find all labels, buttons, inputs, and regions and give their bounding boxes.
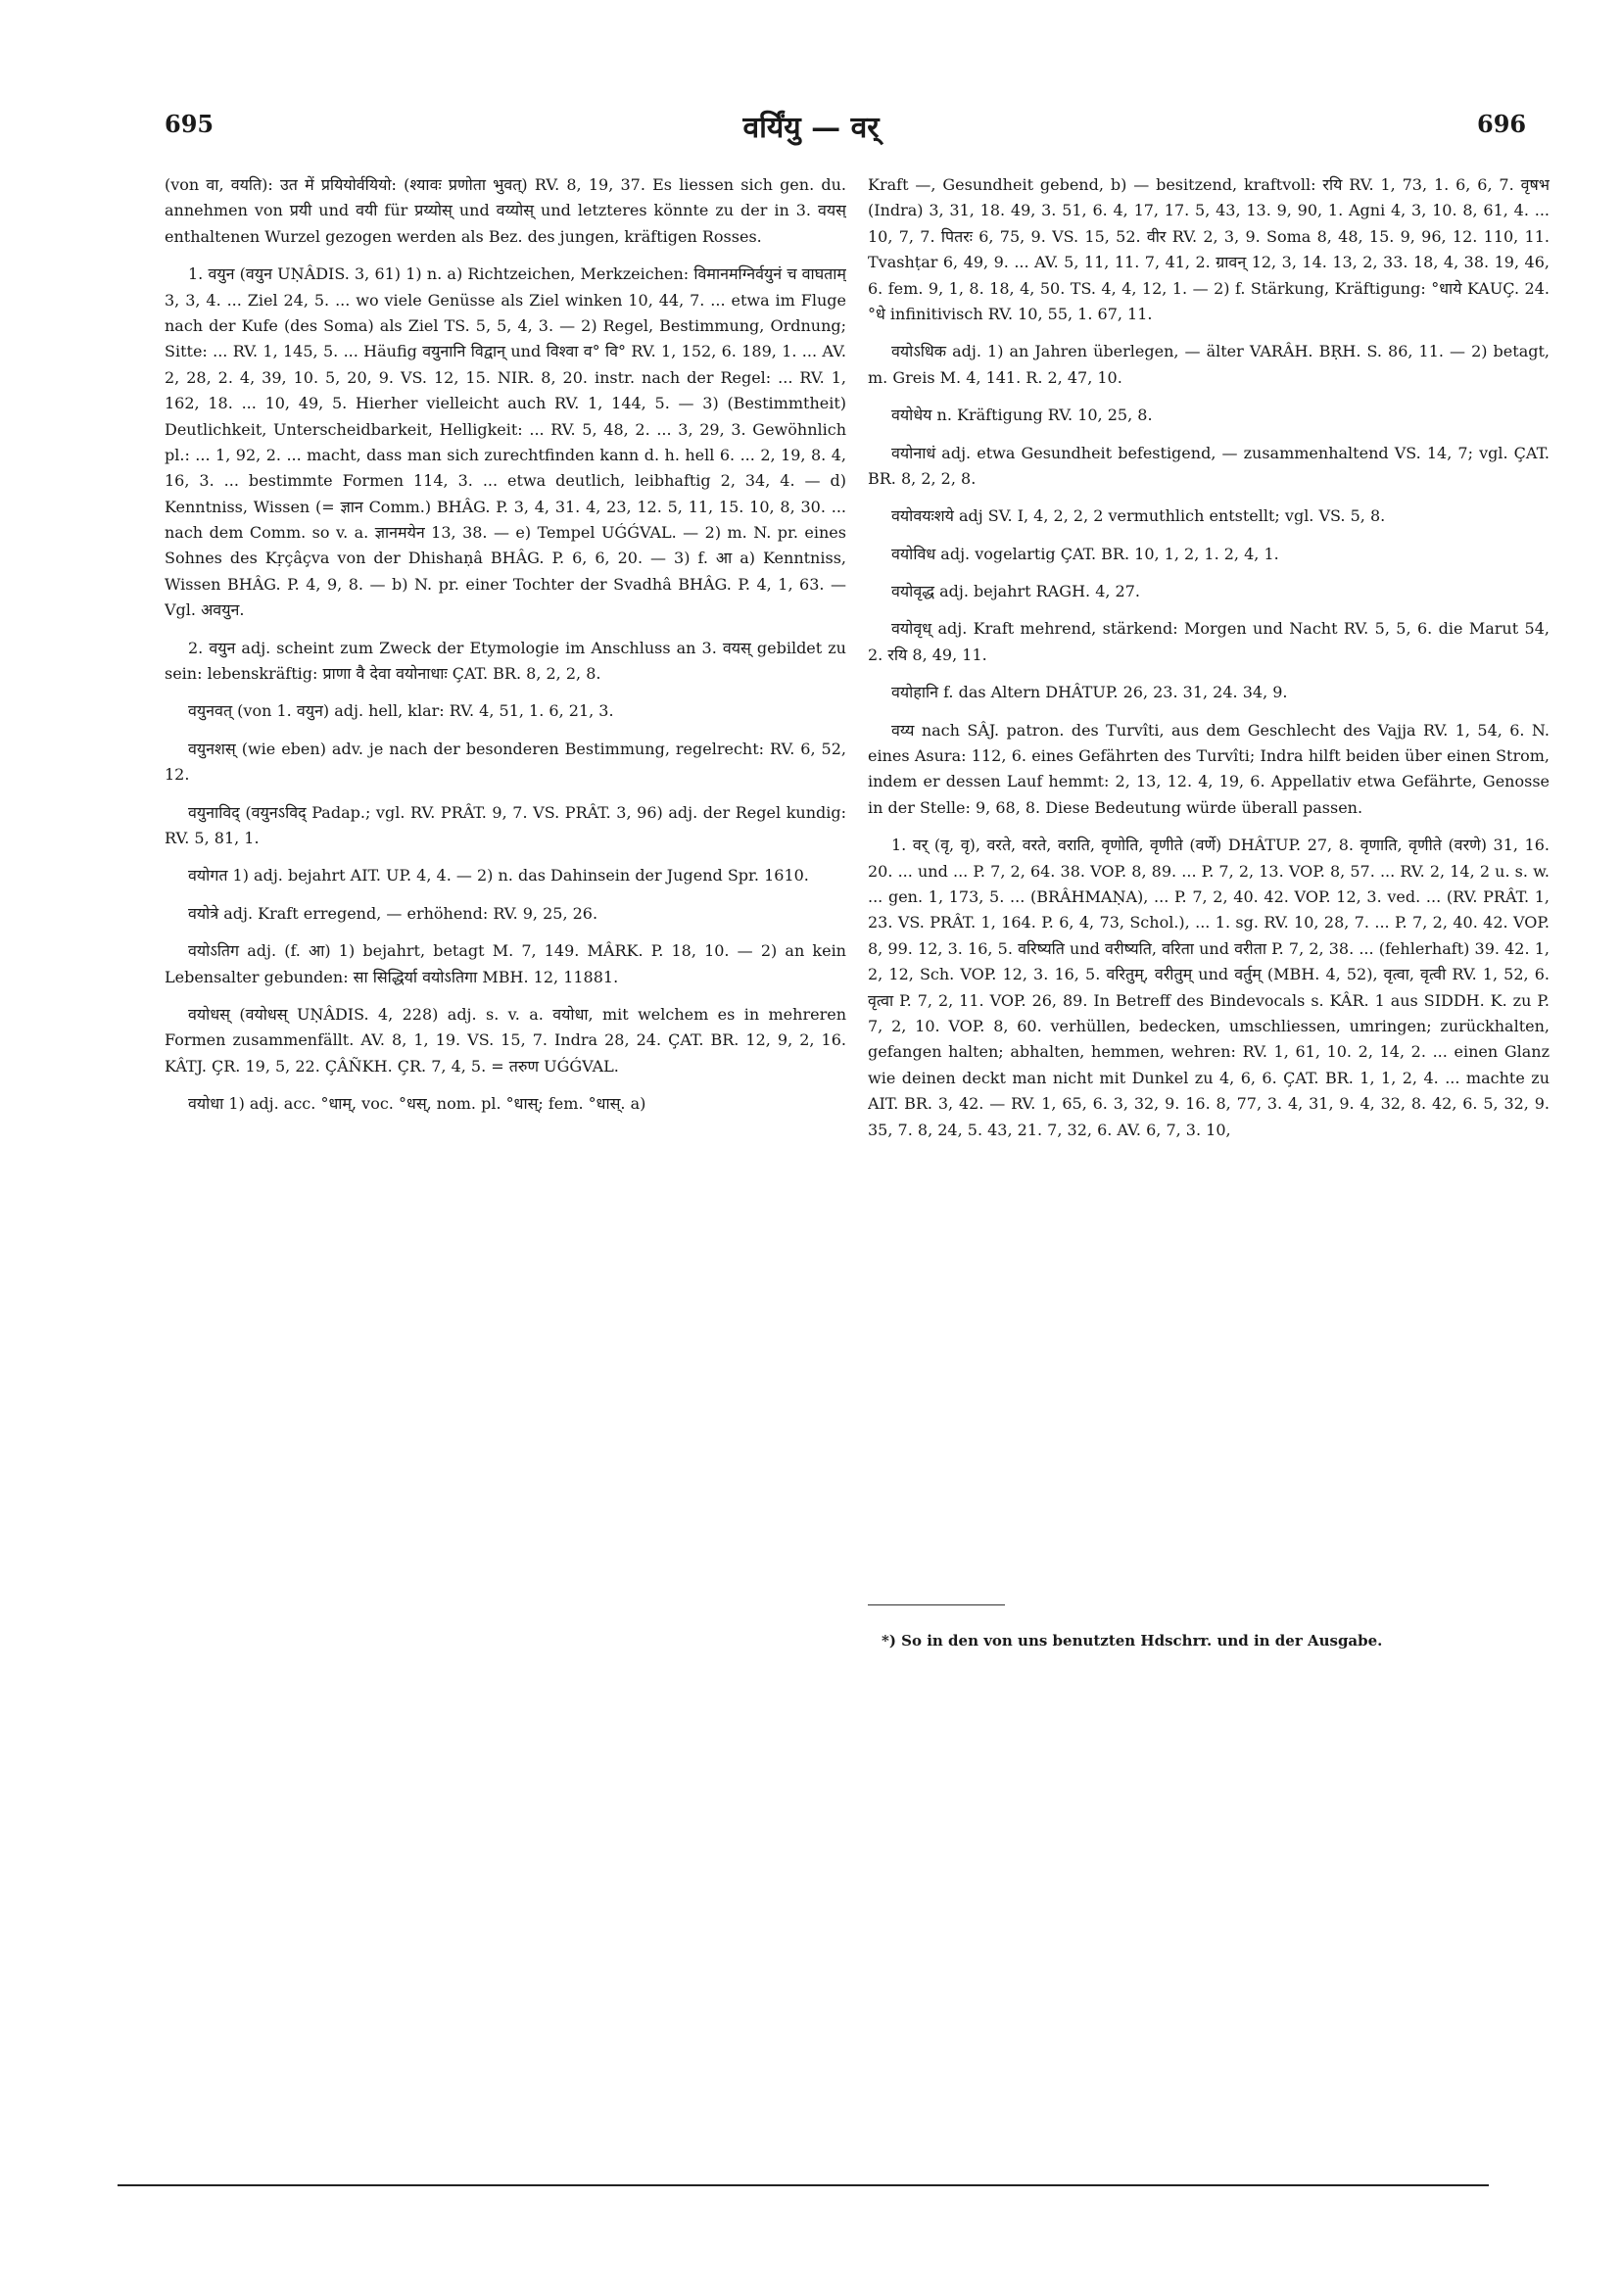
left-paragraph: वयोत्रे adj. Kraft erregend, — erhöhend: RV. 9, 25, 26. bbox=[188, 903, 598, 923]
bottom-rule bbox=[118, 2184, 1489, 2186]
left-column bbox=[165, 172, 846, 2014]
right-paragraph: वयोवृद्ध adj. bejahrt RAGH. 4, 27. bbox=[891, 582, 1140, 601]
page-number-left: 695 bbox=[165, 110, 215, 138]
right-column bbox=[868, 172, 1550, 1563]
left-paragraph: 2. वयुन adj. scheint zum Zweck der Etymologie im Anschluss an 3. वयस् gebildet zu sein: lebenskräftig: प्राणा वै देवा वयोनाधाः ÇAT. BR. 8, 2, 2, 8. bbox=[165, 638, 846, 684]
left-paragraph: वयुनाविद् (वयुनऽविद् Padap.; vgl. RV. PRÂT. 9, 7. VS. PRÂT. 3, 96) adj. der Regel kundig: RV. 5, 81, 1. bbox=[165, 802, 846, 847]
right-paragraph: Kraft —, Gesundheit gebend, b) — besitzend, kraftvoll: रयि RV. 1, 73, 1. 6, 6, 7. वृषभ (Indra) 3, 31, 18. 49, 3. 51, 6. 4, 17, 17. 5, 43, 13. 9, 90, 1. Agni 4, 3, 10. 8, 61, 4. ... 10, 7, 7. पितरः 6, 75, 9. VS. 15, 52. वीर RV. 2, 3, 9. Soma 8, 48, 15. 9, 96, 12. 110, 11. Tvashṭar 6, 49, 9. ... AV. 5, 11, 11. 7, 41, 2. ग्रावन् 12, 3, 14. 13, 2, 33. 18, 4, 38. 19, 46, 6. fem. 9, 1, 8. 18, 4, 50. TS. 4, 4, 12, 1. — 2) f. Stärkung, Kräftigung: °धाये KAUÇ. 24. °धे infinitivisch RV. 10, 55, 1. 67, 11. bbox=[868, 175, 1550, 323]
left-paragraph: 1. वयुन (वयुन UṆÂDIS. 3, 61) 1) n. a) Richtzeichen, Merkzeichen: विमानमग्निर्वयुनं च वाघताम् 3, 3, 4. ... Ziel 24, 5. ... wo viele Genüsse als Ziel winken 10, 44, 7. ... etwa im Fluge nach der Kufe (des Soma) als Ziel TS. 5, 5, 4, 3. — 2) Regel, Bestimmung, Ordnung; Sitte: ... RV. 1, 145, 5. ... Häufig वयुनानि विद्वान् und विश्वा व° वि° RV. 1, 152, 6. 189, 1. ... AV. 2, 28, 2. 4, 39, 10. 5, 20, 9. VS. 12, 15. NIR. 8, 20. instr. nach der Regel: ... RV. 1, 162, 18. ... 10, 49, 5. Hierher vielleicht auch RV. 1, 144, 5. — 3) (Bestimmtheit) Deutlichkeit, Unterscheidbarkeit, Helligkeit: ... RV. 5, 48, 2. ... 3, 29, 3. Gewöhnlich pl.: ... 1, 92, 2. ... macht, dass man sich zurechtfinden kann d. h. hell 6. ... 2, 19, 8. 4, 16, 3. ... bestimmte Formen 114, 3. ... etwa deutlich, leibhaftig 2, 34, 4. — d) Kenntniss, Wissen (= ज्ञान Comm.) BHÂG. P. 3, 4, 31. 4, 23, 12. 5, 11, 15. 10, 8, 30. ... nach dem Comm. so v. a. ज्ञानमयेन 13, 38. — e) Tempel UǴǴVAL. — 2) m. N. pr. eines Sohnes des Kṛçâçva von der Dhishaṇâ BHÂG. P. 6, 6, 20. — 3) f. आ a) Kenntniss, Wissen BHÂG. P. 4, 9, 8. — b) N. pr. einer Tochter der Svadhâ BHÂG. P. 4, 1, 63. — Vgl. अवयुन. bbox=[165, 264, 846, 620]
right-paragraph: वयोहानि f. das Altern DHÂTUP. 26, 23. 31, 24. 34, 9. bbox=[891, 683, 1288, 702]
right-paragraph: वयोवृध् adj. Kraft mehrend, stärkend: Morgen und Nacht RV. 5, 5, 6. die Marut 54, 2. रयि 8, 49, 11. bbox=[868, 619, 1550, 664]
right-paragraph: वयोऽधिक adj. 1) an Jahren überlegen, — älter VARÂH. BṚH. S. 86, 11. — 2) betagt, m. Greis M. 4, 141. R. 2, 47, 10. bbox=[868, 342, 1550, 387]
footnote: *) So in den von uns benutzten Hdschrr. und in der Ausgabe. bbox=[882, 1632, 1383, 1650]
running-headword: वर्यिंयु — वर् bbox=[742, 111, 880, 145]
left-paragraph: वयोऽतिग adj. (f. आ) 1) bejahrt, betagt M. 7, 149. MÂRK. P. 18, 10. — 2) an kein Lebensalter gebunden: सा सिद्धिर्या वयोऽतिगा MBH. 12, 11881. bbox=[165, 941, 846, 986]
left-paragraph: (von वा, वयति): उत में प्रयियोर्वयियो: (श्यावः प्रणोता भुवत्) RV. 8, 19, 37. Es liessen sich gen. du. annehmen von प्रयी und वयी für प्रय्योस् und वय्योस् und letzteres könnte zu der in 3. वयस् enthaltenen Wurzel gezogen werden als Bez. des jungen, kräftigen Rosses. bbox=[165, 175, 846, 246]
footnote-rule bbox=[868, 1604, 1005, 1605]
left-paragraph: वयुनवत् (von 1. वयुन) adj. hell, klar: RV. 4, 51, 1. 6, 21, 3. bbox=[188, 701, 614, 721]
left-paragraph: वयोधा 1) adj. acc. °धाम्, voc. °धस्, nom. pl. °धास्; fem. °धास्. a) bbox=[188, 1094, 646, 1114]
left-paragraph: वयुनशस् (wie eben) adv. je nach der besonderen Bestimmung, regelrecht: RV. 6, 52, 12. bbox=[165, 739, 846, 785]
right-paragraph: 1. वर् (वृ, वृ), वरते, वरते, वराति, वृणोति, वृणीते (वर्णे) DHÂTUP. 27, 8. वृणाति, वृणीते (वरणे) 31, 16. 20. ... und ... P. 7, 2, 64. 38. VOP. 8, 89. ... P. 7, 2, 13. VOP. 8, 57. ... RV. 2, 14, 2 u. s. w. ... gen. 1, 173, 5. ... (BRÂHMAṆA), ... P. 7, 2, 40. 42. VOP. 12, 3. ved. ... (RV. PRÂT. 1, 23. VS. PRÂT. 1, 164. P. 6, 4, 73, Schol.), ... 1. sg. RV. 10, 28, 7. ... P. 7, 2, 40. 42. VOP. 8, 99. 12, 3. 16, 5. वरिष्यति und वरीष्यति, वरिता und वरीता P. 7, 2, 38. ... (fehlerhaft) 39. 42. 1, 2, 12, Sch. VOP. 12, 3. 16, 5. वरितुम्, वरीतुम् und वर्तुम् (MBH. 4, 52), वृत्वा, वृत्वी RV. 1, 52, 6. वृत्वा P. 7, 2, 11. VOP. 26, 89. In Betreff des Bindevocals s. KÂR. 1 aus SIDDH. K. zu P. 7, 2, 10. VOP. 8, 60. verhüllen, bedecken, umschliessen, umringen; zurückhalten, gefangen halten; abhalten, hemmen, wehren: RV. 1, 61, 10. 2, 14, 2. ... einen Glanz wie deinen deckt man nicht mit Dunkel zu 4, 6, 6. ÇAT. BR. 1, 1, 2, 4. ... machte zu AIT. BR. 3, 42. — RV. 1, 65, 6. 3, 32, 9. 16. 8, 77, 3. 4, 31, 9. 4, 32, 8. 42, 6. 5, 32, 9. 35, 7. 8, 24, 5. 43, 21. 7, 32, 6. AV. 6, 7, 3. 10, bbox=[868, 836, 1550, 1139]
right-paragraph: वयोविध adj. vogelartig ÇAT. BR. 10, 1, 2, 1. 2, 4, 1. bbox=[891, 544, 1279, 563]
page-number-right: 696 bbox=[1477, 110, 1527, 138]
right-paragraph: वयोनाधं adj. etwa Gesundheit befestigend, — zusammenhaltend VS. 14, 7; vgl. ÇAT. BR. 8, 2, 2, 8. bbox=[868, 443, 1550, 488]
left-paragraph: वयोधस् (वयोधस् UṆÂDIS. 4, 228) adj. s. v. a. वयोधा, mit welchem es in mehreren Formen zusammenfällt. AV. 8, 1, 19. VS. 15, 7. Indra 28, 24. ÇAT. BR. 12, 9, 2, 16. KÂTJ. ÇR. 19, 5, 22. ÇÂÑKH. ÇR. 7, 4, 5. = तरुण UǴǴVAL. bbox=[165, 1004, 846, 1076]
left-paragraph: वयोगत 1) adj. bejahrt AIT. UP. 4, 4. — 2) n. das Dahinsein der Jugend Spr. 1610. bbox=[188, 866, 809, 885]
right-paragraph: वयोधेय n. Kräftigung RV. 10, 25, 8. bbox=[891, 406, 1153, 425]
right-paragraph: वय्य nach SÂJ. patron. des Turvîti, aus dem Geschlecht des Vajja RV. 1, 54, 6. N. eines Asura: 112, 6. eines Gefährten des Turvîti; Indra hilft beiden über einen Strom, indem er dessen Lauf hemmt: 2, 13, 12. 4, 19, 6. Appellativ etwa Gefährte, Genosse in der Stelle: 9, 68, 8. Diese Bedeutung würde überall passen. bbox=[868, 720, 1550, 817]
right-paragraph: वयोवयःशये adj SV. I, 4, 2, 2, 2 vermuthlich entstellt; vgl. VS. 5, 8. bbox=[891, 506, 1386, 526]
